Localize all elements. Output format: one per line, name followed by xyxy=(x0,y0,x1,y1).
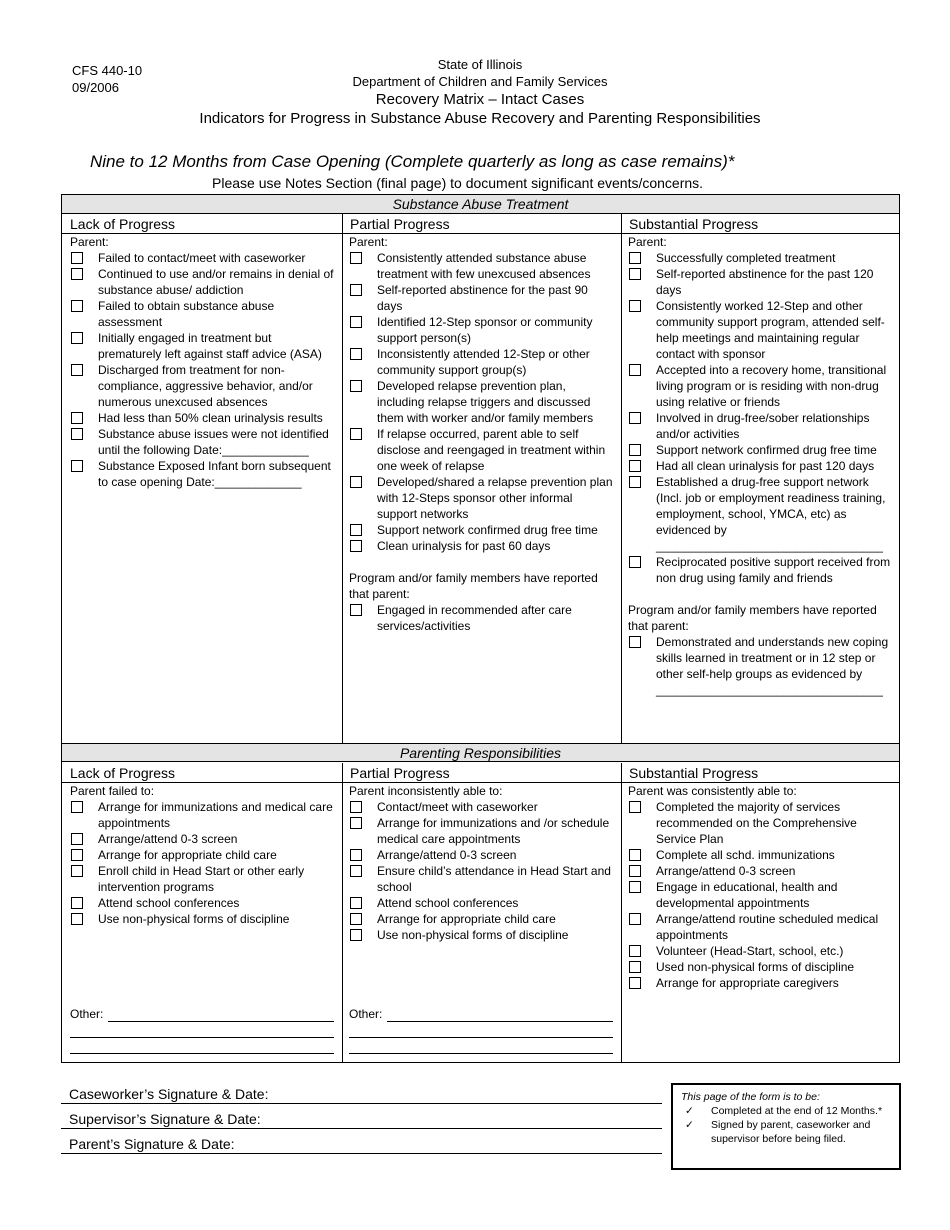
check-icon: ✓ xyxy=(685,1119,694,1131)
list-item: Volunteer (Head-Start, school, etc.) xyxy=(628,943,894,959)
checkbox[interactable] xyxy=(350,380,362,392)
header xyxy=(0,56,950,128)
list-item: Discharged from treatment for non-compliance, aggressive behavior, and/or numerous unexcused absences xyxy=(70,362,336,410)
checkbox[interactable] xyxy=(350,428,362,440)
list-item: Had all clean urinalysis for past 120 days xyxy=(628,458,894,474)
cell-lead: Parent: xyxy=(70,235,109,249)
list-item: Arrange/attend 0-3 screen xyxy=(628,863,894,879)
list-item: Completed the majority of services recommended on the Comprehensive Service Plan xyxy=(628,799,894,847)
instruction-text: Signed by parent, caseworker and supervisor before being filed. xyxy=(711,1119,871,1145)
line xyxy=(349,1053,613,1054)
list-item: Enroll child in Head Start or other early intervention programs xyxy=(70,863,336,895)
checkbox[interactable] xyxy=(629,881,641,893)
list-item: Arrange/attend routine scheduled medical appointments xyxy=(628,911,894,943)
supervisor-signature-line[interactable]: Supervisor’s Signature & Date: xyxy=(61,1104,662,1129)
col-substantial-parenting: Substantial Progress xyxy=(621,763,899,783)
checkbox[interactable] xyxy=(350,865,362,877)
checkbox[interactable] xyxy=(629,556,641,568)
check-icon: ✓ xyxy=(685,1105,694,1117)
other-field-lack[interactable] xyxy=(70,1007,334,1057)
checkbox[interactable] xyxy=(71,412,83,424)
col-lack-parenting: Lack of Progress xyxy=(62,763,342,783)
checkbox[interactable] xyxy=(71,913,83,925)
divider xyxy=(342,763,343,1062)
list-item: Substance abuse issues were not identified until the following Date:_____________ xyxy=(70,426,336,458)
checkbox[interactable] xyxy=(350,913,362,925)
list-item: Had less than 50% clean urinalysis results xyxy=(70,410,336,426)
checkbox[interactable] xyxy=(629,849,641,861)
checkbox[interactable] xyxy=(629,961,641,973)
checkbox[interactable] xyxy=(350,849,362,861)
recovery-matrix-table xyxy=(61,194,900,1063)
line xyxy=(70,1037,334,1038)
checkbox[interactable] xyxy=(350,348,362,360)
checkbox[interactable] xyxy=(629,801,641,813)
list-item: Self-reported abstinence for the past 120 days xyxy=(628,266,894,298)
checkbox[interactable] xyxy=(629,476,641,488)
list-item: Ensure child’s attendance in Head Start and school xyxy=(349,863,615,895)
other-label: Other: xyxy=(349,1007,383,1021)
list-item: Substance Exposed Infant born subsequent to case opening Date:_____________ xyxy=(70,458,336,490)
checkbox[interactable] xyxy=(71,268,83,280)
form-number: CFS 440-10 xyxy=(72,63,143,78)
cell-lead: Parent: xyxy=(349,235,388,249)
list-item: Arrange for immunizations and medical care appointments xyxy=(70,799,336,831)
list-item: Involved in drug-free/sober relationships and/or activities xyxy=(628,410,894,442)
col-partial-substance: Partial Progress xyxy=(342,214,621,234)
divider xyxy=(621,214,622,743)
list-item: Engage in educational, health and developmental appointments xyxy=(628,879,894,911)
list-item: Consistently worked 12-Step and other community support program, attended self-help meetings and maintaining regular contact with sponsor xyxy=(628,298,894,362)
divider xyxy=(342,214,343,743)
list-item: Use non-physical forms of discipline xyxy=(70,911,336,927)
line xyxy=(387,1021,613,1022)
other-label: Other: xyxy=(70,1007,104,1021)
checkbox[interactable] xyxy=(71,833,83,845)
list-item: Successfully completed treatment xyxy=(628,250,894,266)
line xyxy=(70,1053,334,1054)
checkbox[interactable] xyxy=(71,460,83,472)
cell-lead: Parent inconsistently able to: xyxy=(349,784,503,798)
header-department: Department of Children and Family Services xyxy=(352,74,608,89)
checkbox[interactable] xyxy=(71,332,83,344)
form-date: 09/2006 xyxy=(72,80,119,95)
checkbox[interactable] xyxy=(629,412,641,424)
parenting-lack-cell xyxy=(70,783,336,927)
list-item: If relapse occurred, parent able to self disclose and reengaged in treatment within one week of relapse xyxy=(349,426,615,474)
parent-signature-line[interactable]: Parent’s Signature & Date: xyxy=(61,1129,662,1154)
checkbox[interactable] xyxy=(350,929,362,941)
list-item: Arrange for appropriate child care xyxy=(70,847,336,863)
parenting-partial-cell xyxy=(349,783,615,943)
page-title: Recovery Matrix – Intact Cases xyxy=(375,91,585,108)
checkbox[interactable] xyxy=(71,897,83,909)
checkbox[interactable] xyxy=(629,977,641,989)
cell-lead: Parent: xyxy=(628,235,667,249)
checkbox[interactable] xyxy=(71,252,83,264)
checkbox[interactable] xyxy=(350,476,362,488)
substance-substantial-cell xyxy=(628,234,894,698)
checkbox[interactable] xyxy=(629,865,641,877)
instructions-title: This page of the form is to be: xyxy=(681,1091,820,1103)
checkbox[interactable] xyxy=(71,801,83,813)
list-item: Consistently attended substance abuse treatment with few unexcused absences xyxy=(349,250,615,282)
list-item: Arrange for appropriate child care xyxy=(349,911,615,927)
substance-partial-cell xyxy=(349,234,615,634)
checkbox[interactable] xyxy=(71,300,83,312)
list-item: Clean urinalysis for past 60 days xyxy=(349,538,615,554)
list-item: Reciprocated positive support received from non drug using family and friends xyxy=(628,554,894,586)
checkbox[interactable] xyxy=(629,300,641,312)
checkbox[interactable] xyxy=(71,428,83,440)
list-item: Developed/shared a relapse prevention plan with 12-Steps sponsor other informal support networks xyxy=(349,474,615,522)
list-item: Attend school conferences xyxy=(349,895,615,911)
col-substantial-substance: Substantial Progress xyxy=(621,214,899,234)
instructions-box xyxy=(671,1083,901,1170)
page-subtitle: Indicators for Progress in Substance Abuse Recovery and Parenting Responsibilities xyxy=(199,110,761,127)
checkbox[interactable] xyxy=(350,817,362,829)
list-item: Developed relapse prevention plan, including relapse triggers and discussed them with worker and/or family members xyxy=(349,378,615,426)
other-field-partial[interactable] xyxy=(349,1007,613,1057)
list-item: Self-reported abstinence for the past 90 days xyxy=(349,282,615,314)
line xyxy=(349,1037,613,1038)
cell-lead: Parent was consistently able to: xyxy=(628,784,797,798)
list-item: Engaged in recommended after care services/activities xyxy=(349,602,615,634)
cell-lead: Parent failed to: xyxy=(70,784,155,798)
parenting-substantial-cell xyxy=(628,783,894,991)
instruction-item xyxy=(681,1104,891,1118)
col-partial-parenting: Partial Progress xyxy=(342,763,621,783)
checkbox[interactable] xyxy=(629,444,641,456)
list-item: Contact/meet with caseworker xyxy=(349,799,615,815)
checkbox[interactable] xyxy=(350,801,362,813)
checkbox[interactable] xyxy=(629,252,641,264)
section-parenting-heading: Parenting Responsibilities xyxy=(62,743,899,762)
checkbox[interactable] xyxy=(629,460,641,472)
checkbox[interactable] xyxy=(350,524,362,536)
list-item: Arrange for immunizations and /or schedule medical care appointments xyxy=(349,815,615,847)
checkbox[interactable] xyxy=(71,849,83,861)
list-item: Use non-physical forms of discipline xyxy=(349,927,615,943)
list-item: Complete all schd. immunizations xyxy=(628,847,894,863)
list-item: Continued to use and/or remains in denial of substance abuse/ addiction xyxy=(70,266,336,298)
header-state: State of Illinois xyxy=(437,57,523,72)
checkbox[interactable] xyxy=(629,945,641,957)
instruction-text: Completed at the end of 12 Months.* xyxy=(711,1105,883,1117)
checkbox[interactable] xyxy=(350,897,362,909)
checkbox[interactable] xyxy=(71,364,83,376)
list-item: Failed to contact/meet with caseworker xyxy=(70,250,336,266)
checkbox[interactable] xyxy=(350,540,362,552)
list-item: Demonstrated and understands new coping skills learned in treatment or in 12 step or other self-help groups as evidenced by __________________________________ xyxy=(628,634,894,698)
list-item: Support network confirmed drug free time xyxy=(628,442,894,458)
checkbox[interactable] xyxy=(629,364,641,376)
list-item: Inconsistently attended 12-Step or other community support group(s) xyxy=(349,346,615,378)
caseworker-signature-line[interactable]: Caseworker’s Signature & Date: xyxy=(61,1079,662,1104)
checkbox[interactable] xyxy=(350,252,362,264)
list-item: Initially engaged in treatment but prematurely left against staff advice (ASA) xyxy=(70,330,336,362)
checkbox[interactable] xyxy=(350,284,362,296)
list-item: Attend school conferences xyxy=(70,895,336,911)
notes-instruction: Please use Notes Section (final page) to document significant events/concerns. xyxy=(212,175,704,191)
instruction-item xyxy=(681,1118,891,1146)
period-heading: Nine to 12 Months from Case Opening (Complete quarterly as long as case remains)* xyxy=(90,152,735,171)
divider xyxy=(621,763,622,1062)
checkbox[interactable] xyxy=(629,636,641,648)
list-item: Identified 12-Step sponsor or community support person(s) xyxy=(349,314,615,346)
checkbox[interactable] xyxy=(350,604,362,616)
list-item: Established a drug-free support network (Incl. job or employment readiness training, employment, school, YMCA, etc) as evidenced by __________________________________ xyxy=(628,474,894,554)
section-substance-heading: Substance Abuse Treatment xyxy=(62,195,899,214)
checkbox[interactable] xyxy=(629,268,641,280)
list-item: Arrange/attend 0-3 screen xyxy=(70,831,336,847)
list-item: Arrange for appropriate caregivers xyxy=(628,975,894,991)
cell-lead: Program and/or family members have reported that parent: xyxy=(628,603,877,633)
list-item: Support network confirmed drug free time xyxy=(349,522,615,538)
substance-lack-cell xyxy=(70,234,336,490)
checkbox[interactable] xyxy=(350,316,362,328)
checkbox[interactable] xyxy=(71,865,83,877)
list-item: Arrange/attend 0-3 screen xyxy=(349,847,615,863)
line xyxy=(108,1021,334,1022)
cell-lead: Program and/or family members have reported that parent: xyxy=(349,571,598,601)
list-item: Used non-physical forms of discipline xyxy=(628,959,894,975)
col-lack-substance: Lack of Progress xyxy=(62,214,342,234)
list-item: Failed to obtain substance abuse assessment xyxy=(70,298,336,330)
checkbox[interactable] xyxy=(629,913,641,925)
list-item: Accepted into a recovery home, transitional living program or is residing with non-drug using relative or friends xyxy=(628,362,894,410)
